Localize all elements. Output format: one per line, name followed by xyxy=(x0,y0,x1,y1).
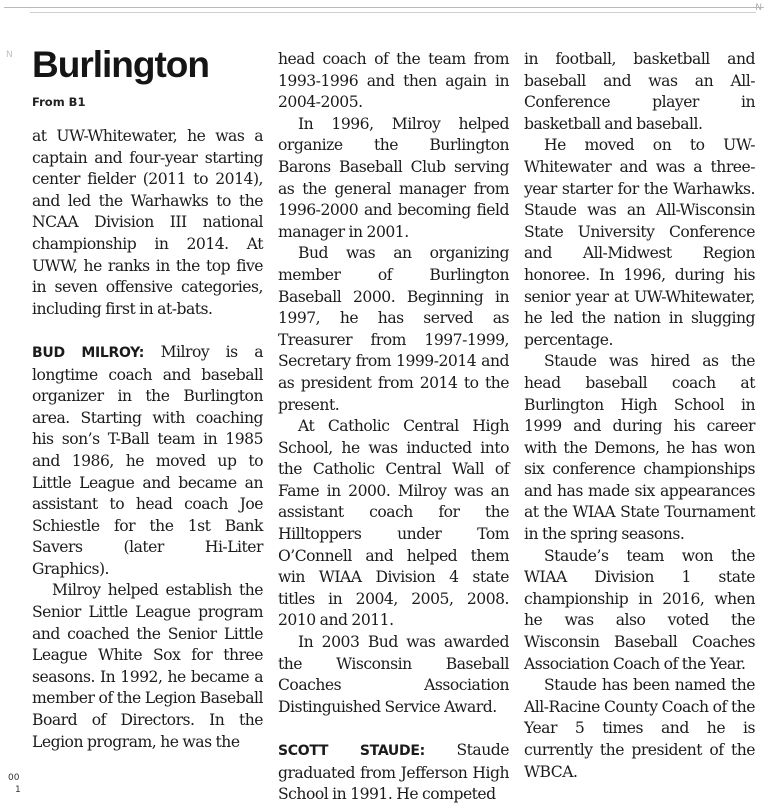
paragraph: at UW-Whitewater, he was a captain and four-year starting center fielder (2011 to 2014), and led the Warhawks to the NCAA Division III national championship in 2014. At UWW, he ranks in the top five in seven offensive categories, including first in at-bats. xyxy=(32,127,263,318)
folio-line-2: 1 xyxy=(15,785,21,795)
section-lead: SCOTT STAUDE: xyxy=(278,743,425,759)
paragraph: Staude was hired as the head baseball coach at Burlington High School in 1999 and during his career with the Demons, he has won six conference championships and has made six appearances at the WIAA State Tournament in the spring seasons. xyxy=(524,352,755,544)
folio xyxy=(8,772,21,796)
paragraph: Bud was an organizing member of Burlington Baseball 2000. Beginning in 1997, he has served as Treasurer from 1997-1999, Secretary from 1999-2014 and as president from 2014 to the present. xyxy=(278,244,509,414)
top-rule-secondary xyxy=(30,12,756,13)
paragraph: Staude has been named the All-Racine County Coach of the Year 5 times and he is currently the president of the WBCA. xyxy=(524,676,755,781)
jump-line: From B1 xyxy=(32,95,86,109)
paragraph: in football, basketball and baseball and was an All-Conference player in basketball and baseball. xyxy=(524,50,755,133)
paragraph-text: Staude graduated from Jefferson High School in 1991. He competed xyxy=(278,741,509,804)
column-2 xyxy=(278,49,509,806)
column-3-text xyxy=(524,49,755,783)
section-lead: BUD MILROY: xyxy=(32,344,145,361)
corner-mark: N xyxy=(755,3,762,13)
column-1 xyxy=(32,44,263,753)
top-rule xyxy=(4,7,764,8)
paragraph: He moved on to UW-Whitewater and was a three-year starter for the Warhawks. Staude was an All-Wisconsin State University Conference and All-Midwest Region honoree. In 1996, during his senior year at UW-Whitewater, he led the nation in slugging percentage. xyxy=(524,136,755,349)
column-3 xyxy=(524,49,755,783)
paragraph-text: Milroy is a longtime coach and baseball organizer in the Burlington area. Starting with coaching his son’s T-Ball team in 1985 and 1986, he moved up to Little League and became an assistant to head coach Joe Schiestle for the 1st Bank Savers (later Hi-Liter Graphics). xyxy=(32,342,263,578)
paragraph: head coach of the team from 1993-1996 and then again in 2004-2005. xyxy=(278,50,509,112)
paragraph: In 2003 Bud was awarded the Wisconsin Baseball Coaches Association Distinguished Service Award. xyxy=(278,633,509,716)
headline: Burlington xyxy=(32,44,210,85)
edge-mark: N xyxy=(6,50,13,60)
column-2-text xyxy=(278,49,509,806)
column-1-text xyxy=(32,126,263,753)
paragraph: At Catholic Central High School, he was inducted into the Catholic Central Wall of Fame in 2000. Milroy was an assistant coach for the Hilltoppers under Tom O’Connell and helped them win WIAA Division 4 state titles in 2004, 2005, 2008. 2010 and 2011. xyxy=(278,417,509,630)
paragraph-scott-staude xyxy=(278,740,509,806)
paragraph-bud-milroy xyxy=(32,342,263,581)
folio-line-1: 00 xyxy=(8,773,20,783)
paragraph: Staude’s team won the WIAA Division 1 state championship in 2016, when he was also voted the Wisconsin Baseball Coaches Association Coach of the Year. xyxy=(524,546,755,673)
paragraph: Milroy helped establish the Senior Little League program and coached the Senior Little League White Sox for three seasons. In 1992, he became a member of the Legion Baseball Board of Directors. In the Legion program, he was the xyxy=(32,581,263,751)
paragraph: In 1996, Milroy helped organize the Burlington Barons Baseball Club serving as the general manager from 1996-2000 and becoming field manager in 2001. xyxy=(278,114,509,241)
